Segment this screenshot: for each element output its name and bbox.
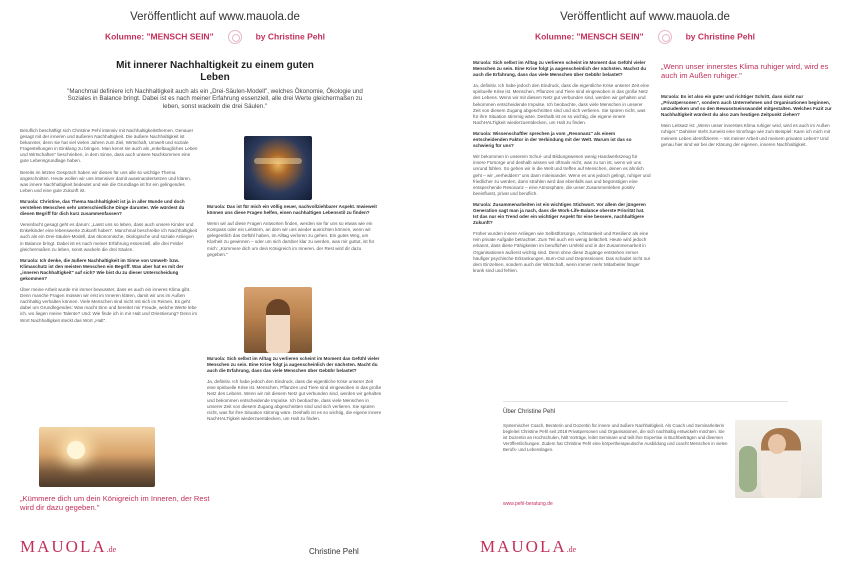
byline: by Christine Pehl <box>685 31 756 42</box>
text-column-3 <box>473 60 651 279</box>
paragraph: Früher wurden innere Anliegen wie Selbstfürsorge, Achtsamkeit und Resilienz als eine rein private Aufgabe betrachtet. Zum Teil auch ein wenig belächelt. Heute wird jedoch erkannt, dass diese Fähigkeiten im beruflichen Umfeld und in der Zusammenarbeit in Organisationen äußerst wichtig sind. Denn ohne diese Zugänge entstehen immer häufiger psychische Erkrankungen, Burn-Out und Depressionen. Das schadet nicht nur dem Einzelnen, sondern auch der Wirtschaft, wenn immer mehr Mitarbeiter länger krank sind und fehlen. <box>473 231 651 273</box>
question: Ma'uola: Ich denke, die äußere Nachhaltigkeit im Sinne von Umwelt- bzw. Klimaschutz ist den meisten Menschen ein Begriff. Was aber hat es mit der „inneren Nachhaltigkeit" auf sich? Wie bist du zu dieser Unterscheidung gekommen? <box>20 257 184 281</box>
question: Ma'uola: Christine, das Thema Nachhaltigkeit ist ja in aller Munde und doch verstehen Menschen sehr unterschiedliche Dinge darunter. Wie würdest du diesen Begriff für dich kurz zusammenfassen? <box>20 198 185 217</box>
footer-author: Christine Pehl <box>309 547 359 556</box>
question: Ma'uola: Es ist also ein guter und richtiger Schritt, dass nicht nur „Privatpersonen", sondern auch Unternehmen und Organisationen beginnen, umzudenken und so den Bewusstseinswandel mitgestalten. Welches Fazit zur Nachhaltigkeit würdest du also zum heutigen Zeitpunkt ziehen? <box>661 94 832 118</box>
paragraph: Ja, definitiv. Ich habe jedoch den Eindruck, dass die eigentliche Krise unserer Zeit eine spirituelle Krise ist. Menschen, Pflanzen und Tiere sind eingewoben in das große Netz des Lebens. Wenn wir mit diesem Netz gut verbunden sind, werden wir gehalten und bekommen entscheidende Impulse. Ich beobachte, dass viele Menschen in unserer Zeit von diesem Zugang abgeschnitten sind und sich verlieren. Sie spüren nicht, was für ihre Situation stimmig wäre. Deshalb ist es so wichtig, die eigene innere NachHALTigkeit wiederzuentdecken, um Halt zu finden. <box>207 379 382 421</box>
paragraph: Über meine Arbeit wurde mir immer bewusster, dass es auch ein inneres Klima gibt. Denn manche Fragen müssen wir erst im Inneren klären, damit wir uns im Außen nachhaltig verhalten können. Viele Menschen sind nicht mit sich im Reinen. Es geht dabei um Grundlegendes: Was macht Sinn und bereitet mir Freude, welche Werte lebe ich, wo liegen meine Talente? Und: Wie finde ich in mir Halt und Orientierung? Denn im Wort Nachhaltigkeit steckt das Wort „Halt". <box>20 287 198 323</box>
question: Ma'uola: Das ist für mich ein völlig neuer, nachvollziehbarer Aspekt. Inwieweit können uns diese Fragen helfen, einen nachhaltigen Lebensstil zu finden? <box>207 204 377 216</box>
pull-quote: „Kümmere dich um dein Königreich im Inneren, der Rest wird dir dazu gegeben." <box>20 494 210 512</box>
bio-text: Systemischer Coach, Beraterin und Dozentin für innere und äußere Nachhaltigkeit. Als Coach und Seminarleiterin begleitet Christine Pehl seit 2018 Privatpersonen und Organisationen, die sich nachhaltig entwickeln möchten. Sie ist Dozentin an Hochschulen, hält Vorträge, leitet Seminare und teilt ihre Expertise in Buchbeiträgen und diversen Veröffentlichungen. Zudem hat Christine Pehl eine körpertherapeutische Ausbildung und coacht Menschen in vielen Berufs- und Lebenslagen. <box>503 423 728 452</box>
question: Ma'uola: Sich selbst im Alltag zu verlieren scheint im Moment das Gefühl vieler Menschen zu sein. Eine Krise folgt ja augenscheinlich der nächsten. Machst du auch die Erfahrung, dass das viele Menschen über Gebühr belastet? <box>473 60 647 78</box>
question: Ma'uola: Zusammenarbeiten ist ein wichtiges Stichwort. Vor allem der jüngeren Generation sagt man ja nach, dass die Work-Life-Balance oberste Priorität hat. Ist das nur ein Trend oder ein wichtiger Aspekt für eine bessere, nachhaltigere Zukunft? <box>473 201 646 226</box>
question: Ma'uola: Sich selbst im Alltag zu verlieren scheint im Moment das Gefühl vieler Menschen zu sein. Eine Krise folgt ja augenscheinlich der nächsten. Macht du auch die Erfahrung, dass das viele Menschen über Gebühr belastet? <box>207 356 380 374</box>
bio-heading: Über Christine Pehl <box>503 409 556 415</box>
flower-ornament-icon <box>658 30 672 44</box>
question: Ma'uola: Wissenschaftler sprechen ja vom „Resonanz" als einem entscheidenden Faktor in der Verbindung mit der Welt. Warum ist das so schwierig für uns? <box>473 130 632 149</box>
meditation-photo <box>244 287 312 353</box>
pull-quote: „Wenn unser innerstes Klima ruhiger wird, wird es auch im Außen ruhiger." <box>661 62 829 80</box>
paragraph: Ja, definitiv. Ich habe jedoch den Eindruck, dass die eigentliche Krise unserer Zeit eine spirituelle Krise ist. Menschen, Pflanzen und Tiere sind eingewoben in das große Netz des Lebens. Wenn wir mit diesem Netz gut verbunden sind, werden wir gehalten und bekommen entscheidende Impulse. Ich beobachte, dass viele Menschen in unserer Zeit von diesem Zugang abgeschnitten sind und sich verlieren. Sie spüren nicht, was für ihre Situation stimmig wäre. Deshalb ist es so wichtig, die eigene innere NachHALTigkeit wiederzuentdecken, um Halt zu finden. <box>473 83 650 125</box>
article-lead: "Manchmal definiere ich Nachhaltigkeit auch als ein „Drei-Säulen-Modell", welches Ökonomie, Ökologie und Soziales in Balance bringt. Dabei ist es nach meiner Erfahrung essenziell, alle drei Werte gleichermaßen zu leben, sonst wackeln die drei Säulen." <box>67 88 363 110</box>
page-right <box>430 0 860 572</box>
text-column-2b <box>207 356 382 427</box>
bio-link[interactable]: www.pehl-beratung.de <box>503 501 553 507</box>
mauola-logo: MAUOLA.de <box>480 537 577 556</box>
column-subheader <box>430 30 860 44</box>
column-subheader <box>0 30 430 44</box>
divider <box>503 401 788 402</box>
mauola-logo: MAUOLA.de <box>20 537 117 556</box>
landscape-photo <box>244 136 312 200</box>
column-label: Kolumne: "MENSCH SEIN" <box>104 31 214 42</box>
author-portrait <box>735 420 822 498</box>
published-header: Veröffentlicht auf www.mauola.de <box>560 11 730 23</box>
text-column-4 <box>661 94 841 153</box>
published-header: Veröffentlicht auf www.mauola.de <box>130 11 300 23</box>
byline: by Christine Pehl <box>255 31 326 42</box>
author-bio <box>503 409 728 507</box>
paragraph: Beruflich beschäftigt sich Christine Pehl intensiv mit Nachhaltigkeitsthemen. Genauer gesagt mit der inneren und äußeren Nachhaltigkeit. Die äußere Nachhaltigkeit ist bekannter, denn sie hat viel vielen Jahren zum Ziel, Wirtschaft, Umwelt und soziale Fragestellungen in Einklang zu bringen. Man kennt sie auch als „enkeltaugliches Leben und Wirtschaften" beschrieben, in dem Sinne, dass auch unsere Nachkommen eine gute Lebensgrundlage haben. <box>20 128 198 164</box>
sunset-photo <box>39 427 155 487</box>
flower-ornament-icon <box>228 30 242 44</box>
paragraph: Mein Leitsatz ist: „Wenn unser innerstes Klima ruhiger wird, wird es auch im Außen ruhiger." Dahinter steht zumeist eine Sinnfrage wie zum Beispiel: Kann ich mich mit meinem Leben identifizieren – mit meiner Arbeit und meinem privaten Leben? Und genau hier sind wir bei der Klärung der eigenen, inneren Nachhaltigkeit. <box>661 123 831 147</box>
text-column-1 <box>20 128 198 329</box>
paragraph: Bereits im letzten Gespräch haben wir dieses für uns alle so wichtige Thema angeschnitten. Heute wollen wir uns intensiver damit auseinandersetzen und klären, was innere Nachhaltigkeit bedeutet und wie die Grundlage ist für ein gelingendes Leben und eine gute Zukunft ist. <box>20 169 192 193</box>
article-title: Mit innerer Nachhaltigkeit zu einem guten Leben <box>116 60 314 83</box>
paragraph: Wenn wir auf diese Fragen Antworten finden, werden sie für uns so etwas wie ein Kompass oder ein Leitstern, an dem wir uns wieder ausrichten können, wenn wir gelegentlich das Gefühl haben, im Alltag verloren zu gehen. Ein gutes Weg, um Klarheit zu gewinnen – oder um sich darüber klar zu werden, was mir guttut, ist für mich: „Kümmere dich um dein Königreich im Inneren, der Rest wird dir dazu gegeben." <box>207 221 375 257</box>
paragraph: Vereinfacht gesagt geht es darum: „Lasst uns so leben, dass auch unsere Kinder und Enkelkinder eine lebenswerte Zukunft haben". Manchmal beschreibe ich Nachhaltigkeit auch als ein Drei-Säulen-Modell, das ökonomische, ökologische und soziale Anliegen in Balance bringt. Dabei ist es nach meiner Erfahrung essenziell, alle drei Felder gleichermaßen zu leben, sonst wackeln die drei Säulen. <box>20 222 198 252</box>
paragraph: Wir bekommen in unserem Schul- und Bildungswesen wenig Handwerkszeug für innere Fürsorge und deshalb wissen wir oftmals nicht, was zu tun ist, wenn wir uns unrund fühlen. So gehen wir in die Welt und treffen auf Menschen, denen es ähnlich geht – wir „verheddern" uns dann miteinander. Wenn es uns jedoch gelingt, ruhiger und friedlicher zu werden, dann strahlen wird das ebenfalls aus und begünstigen eine entspechende Resonanz – eine Atmosphäre, die unser Zusammenleben positiv beeinflusst, privat und beruflich. <box>473 154 651 196</box>
text-column-2 <box>207 204 382 263</box>
column-label: Kolumne: "MENSCH SEIN" <box>534 31 644 42</box>
